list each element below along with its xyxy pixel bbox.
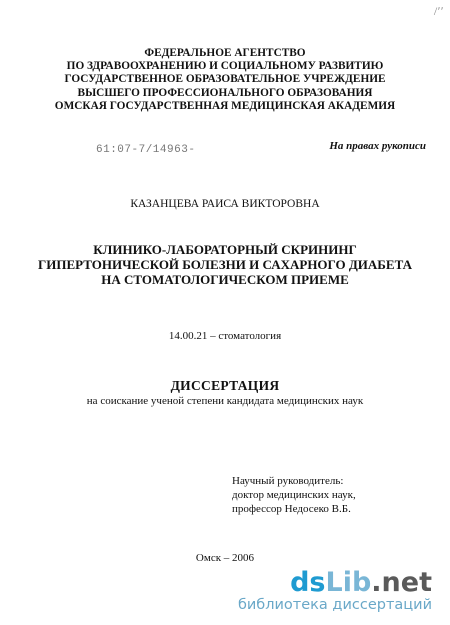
header-line: ПО ЗДРАВООХРАНЕНИЮ И СОЦИАЛЬНОМУ РАЗВИТИЮ [66,60,384,73]
dissertation-subtitle: на соискание ученой степени кандидата медицинских наук [86,395,364,407]
dslib-watermark [238,569,432,613]
supervisor-line: профессор Недосеко В.Б. [232,503,351,516]
city-year: Омск – 2006 [195,552,255,564]
specialty-code: 14.00.21 – стоматология [168,330,282,342]
title-line: НА СТОМАТОЛОГИЧЕСКОМ ПРИЕМЕ [101,272,349,287]
corner-mark: /ʹʹ [433,4,444,18]
title-line: ГИПЕРТОНИЧЕСКОЙ БОЛЕЗНИ И САХАРНОГО ДИАБЕТА [38,257,412,272]
supervisor-line: Научный руководитель: [232,475,344,487]
watermark-brand-part: .net [371,567,432,598]
header-line: ГОСУДАРСТВЕННОЕ ОБРАЗОВАТЕЛЬНОЕ УЧРЕЖДЕНИЕ [64,73,386,86]
watermark-tagline: библиотека диссертаций [237,597,432,613]
title-line: КЛИНИКО-ЛАБОРАТОРНЫЙ СКРИНИНГ [93,242,357,257]
supervisor-block [232,474,356,517]
supervisor-line: доктор медицинских наук, [232,489,356,502]
watermark-brand-part: Lib [325,567,372,598]
library-stamp-number: 61:07-7/14963- [96,144,196,156]
dissertation-heading: ДИССЕРТАЦИЯ [170,378,280,393]
header-line: ВЫСШЕГО ПРОФЕССИОНАЛЬНОГО ОБРАЗОВАНИЯ [77,86,373,99]
header-line: ОМСКАЯ ГОСУДАРСТВЕННАЯ МЕДИЦИНСКАЯ АКАДЕМИЯ [54,99,396,112]
watermark-brand [238,569,432,597]
header-line: ФЕДЕРАЛЬНОЕ АГЕНТСТВО [144,47,306,59]
rights-note: На правах рукописи [329,140,426,152]
institution-header [0,47,450,113]
author-name: КАЗАНЦЕВА РАИСА ВИКТОРОВНА [130,198,320,210]
dissertation-title [0,242,450,287]
watermark-brand-part: ds [290,567,326,598]
